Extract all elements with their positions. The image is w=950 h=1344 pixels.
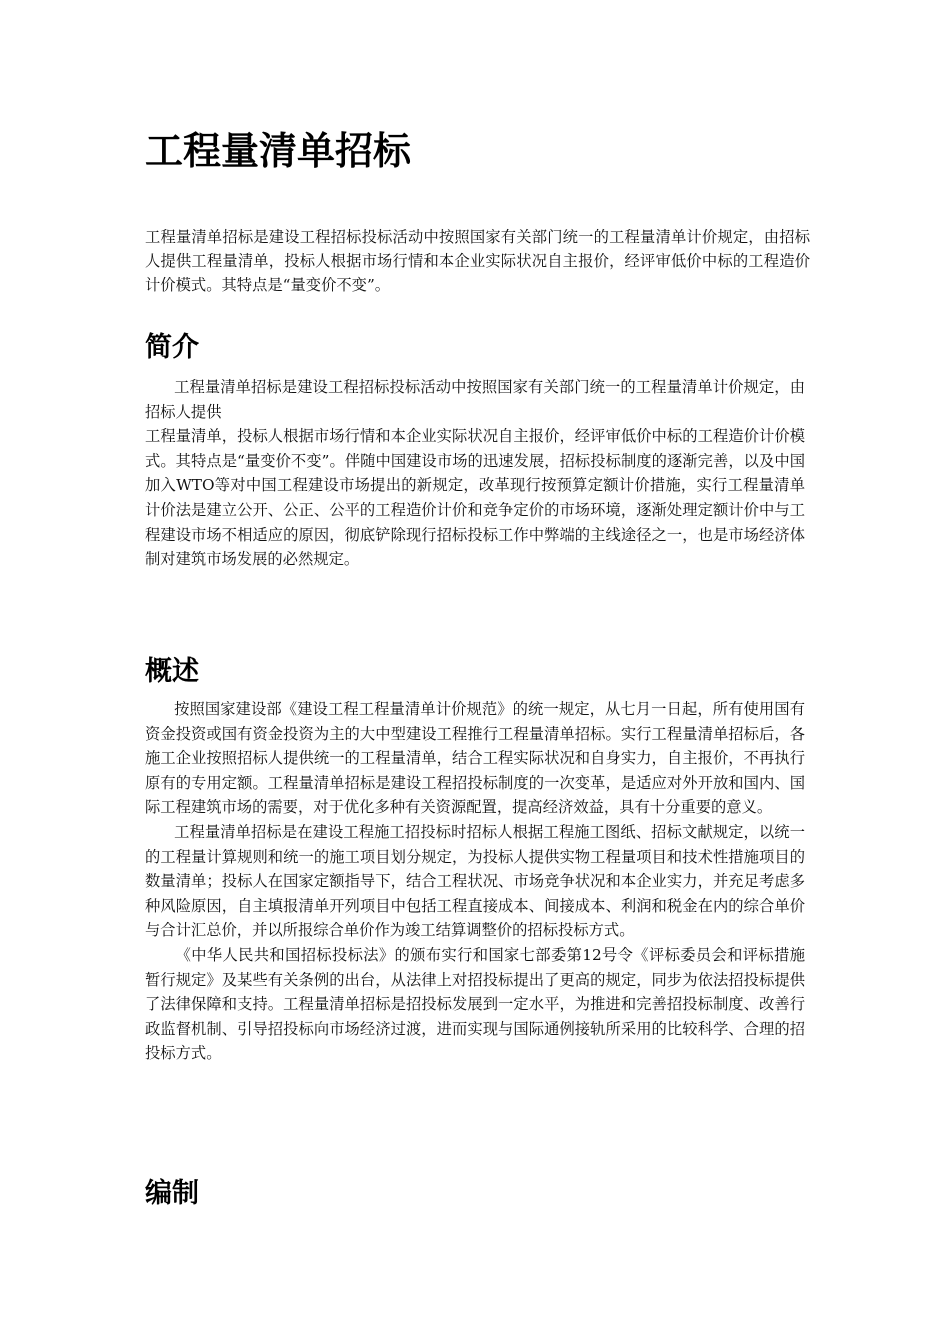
paragraph: 工程量清单招标是建设工程招标投标活动中按照国家有关部门统一的工程量清单计价规定，由招标人提供 [145, 378, 805, 421]
section-heading-intro: 简介 [145, 332, 199, 363]
section-body-intro [145, 375, 805, 572]
paragraph: 工程量清单招标是在建设工程施工招投标时招标人根据工程施工图纸、招标文献规定，以统一的工程量计算规则和统一的施工项目划分规定，为投标人提供实物工程量项目和技术性措施项目的数量清单；投标人在国家定额指导下，结合工程状况、市场竞争状况和本企业实力，并充足考虑多种风险原因，自主填报清单开列项目中包括工程直接成本、间接成本、利润和税金在内的综合单价与合计汇总价，并以所报综合单价作为竣工结算调整价的招标投标方式。 [145, 822, 805, 940]
section-heading-overview: 概述 [145, 656, 199, 687]
document-title: 工程量清单招标 [145, 129, 412, 173]
section-body-overview [145, 697, 805, 1066]
paragraph: 《中华人民共和国招标投标法》的颁布实行和国家七部委第12号令《评标委员会和评标措施暂行规定》及某些有关条例的出台，从法律上对招投标提出了更高的规定，同步为依法招投标提供了法律保障和支持。工程量清单招标是招投标发展到一定水平，为推进和完善招投标制度、改善行政监督机制、引导招投标向市场经济过渡，进而实现与国际通例接轨所采用的比较科学、合理的招投标方式。 [145, 945, 805, 1063]
paragraph: 工程量清单，投标人根据市场行情和本企业实际状况自主报价，经评审低价中标的工程造价计价模式。其特点是“量变价不变”。伴随中国建设市场的迅速发展，招标投标制度的逐渐完善，以及中国加入WTO等对中国工程建设市场提出的新规定，改革现行按预算定额计价措施，实行工程量清单计价法是建立公开、公正、公平的工程造价计价和竞争定价的市场环境，逐渐处理定额计价中与工程建设市场不相适应的原因，彻底铲除现行招标投标工作中弊端的主线途径之一，也是市场经济体制对建筑市场发展的必然规定。 [145, 427, 805, 569]
document-abstract: 工程量清单招标是建设工程招标投标活动中按照国家有关部门统一的工程量清单计价规定，由招标人提供工程量清单，投标人根据市场行情和本企业实际状况自主报价，经评审低价中标的工程造价计价模式。其特点是“量变价不变”。 [145, 228, 810, 294]
paragraph: 按照国家建设部《建设工程工程量清单计价规范》的统一规定，从七月一日起，所有使用国有资金投资或国有资金投资为主的大中型建设工程推行工程量清单招标。实行工程量清单招标后，各施工企业按照招标人提供统一的工程量清单，结合工程实际状况和自身实力，自主报价，不再执行原有的专用定额。工程量清单招标是建设工程招投标制度的一次变革，是适应对外开放和国内、国际工程建筑市场的需要，对于优化多种有关资源配置，提高经济效益，具有十分重要的意义。 [145, 700, 805, 817]
section-heading-compilation: 编制 [145, 1178, 199, 1209]
